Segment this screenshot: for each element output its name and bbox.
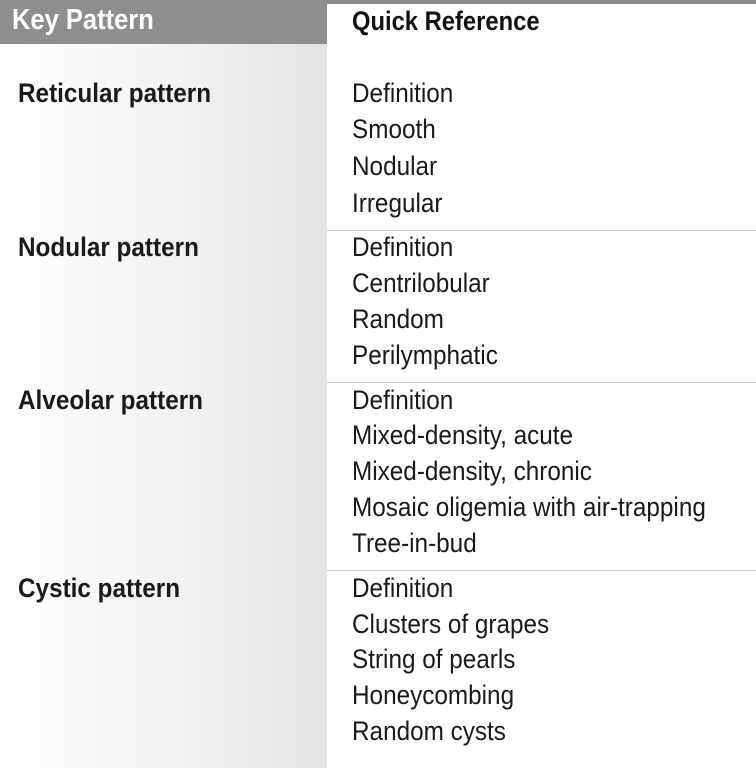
ref-item[interactable]: Definition xyxy=(352,78,454,108)
section-divider xyxy=(327,570,756,571)
ref-item[interactable]: Smooth xyxy=(352,114,436,144)
ref-item[interactable]: Perilymphatic xyxy=(352,340,498,370)
ref-item[interactable]: Honeycombing xyxy=(352,680,515,710)
ref-item[interactable]: Tree-in-bud xyxy=(352,528,477,558)
ref-item[interactable]: Definition xyxy=(352,385,454,415)
ref-item[interactable]: Random xyxy=(352,304,444,334)
ref-item[interactable]: Definition xyxy=(352,573,454,603)
ref-item[interactable]: Irregular xyxy=(352,188,443,218)
key-pattern-header xyxy=(0,0,327,44)
section-divider xyxy=(327,382,756,383)
key-pattern-column xyxy=(0,0,327,768)
ref-item[interactable]: Clusters of grapes xyxy=(352,609,550,639)
pattern-label-alveolar[interactable]: Alveolar pattern xyxy=(18,385,204,415)
ref-item[interactable]: Centrilobular xyxy=(352,268,490,298)
ref-item[interactable]: Random cysts xyxy=(352,716,506,746)
pattern-label-nodular[interactable]: Nodular pattern xyxy=(18,232,199,262)
pattern-label-reticular[interactable]: Reticular pattern xyxy=(18,78,212,108)
section-divider xyxy=(327,230,756,231)
pattern-label-cystic[interactable]: Cystic pattern xyxy=(18,573,181,603)
ref-item[interactable]: Mixed-density, acute xyxy=(352,420,574,450)
ref-item[interactable]: Mixed-density, chronic xyxy=(352,456,592,486)
ref-item[interactable]: Mosaic oligemia with air-trapping xyxy=(352,492,706,522)
quick-reference-title: Quick Reference xyxy=(352,6,540,36)
ref-item[interactable]: Definition xyxy=(352,232,454,262)
ref-item[interactable]: String of pearls xyxy=(352,644,516,674)
ref-item[interactable]: Nodular xyxy=(352,151,438,181)
key-pattern-title: Key Pattern xyxy=(12,4,154,36)
top-rule xyxy=(327,0,756,4)
